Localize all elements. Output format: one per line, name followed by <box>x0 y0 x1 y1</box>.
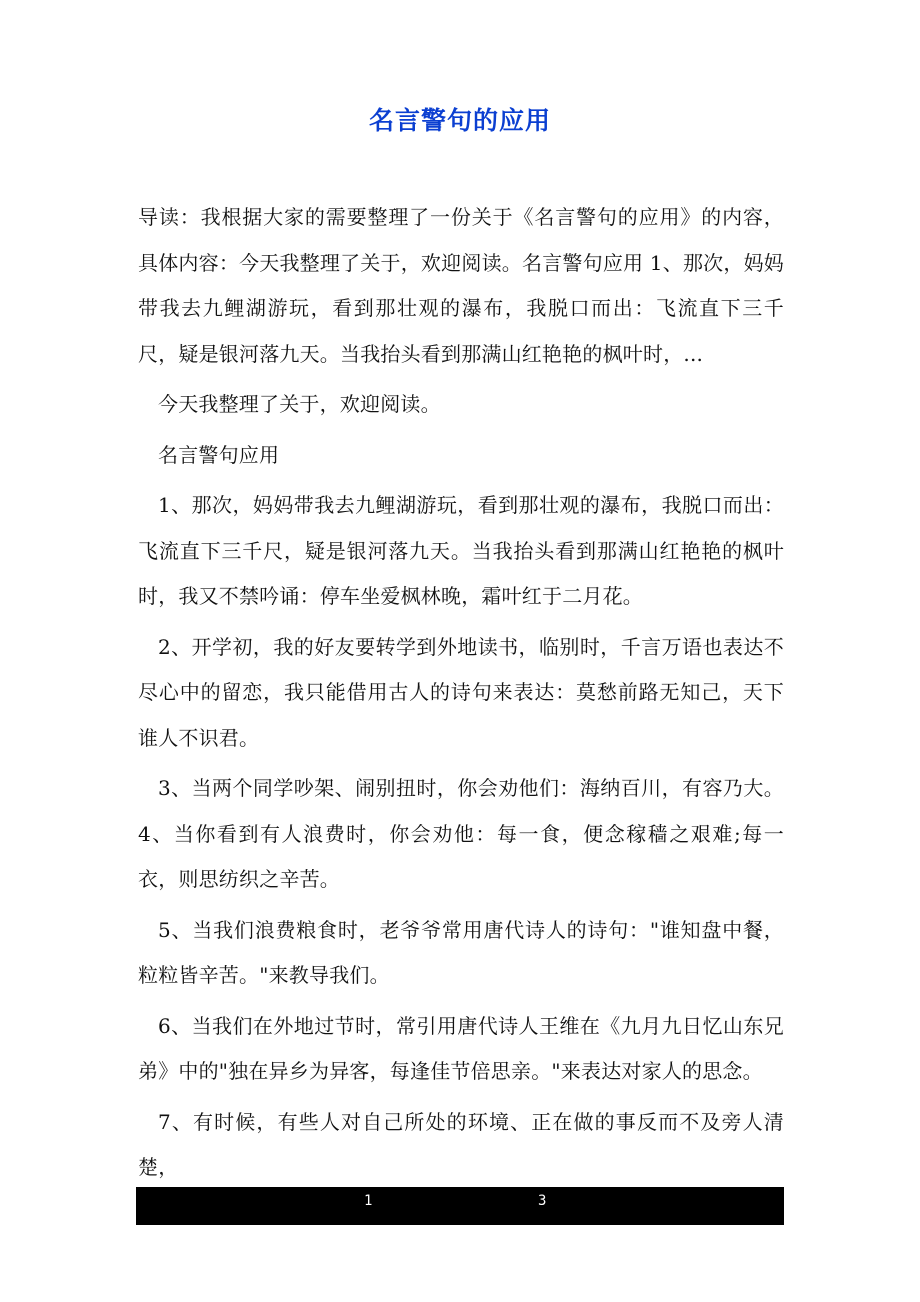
document-body <box>138 195 784 1191</box>
body-paragraph: 7、有时候，有些人对自己所处的环境、正在做的事反而不及旁人清楚， <box>138 1109 784 1179</box>
body-paragraph: 6、当我们在外地过节时，常引用唐代诗人王维在《九月九日忆山东兄弟》中的"独在异乡为异客，每逢佳节倍思亲。"来表达对家人的思念。 <box>138 1013 784 1083</box>
document-title: 名言警句的应用 <box>368 106 551 135</box>
body-paragraph: 5、当我们浪费粮食时，老爷爷常用唐代诗人的诗句："谁知盘中餐，粒粒皆辛苦。"来教导我们。 <box>138 917 784 987</box>
body-paragraph: 1、那次，妈妈带我去九鲤湖游玩，看到那壮观的瀑布，我脱口而出：飞流直下三千尺，疑是银河落九天。当我抬头看到那满山红艳艳的枫叶时，我又不禁吟诵：停车坐爱枫林晚，霜叶红于二月花。 <box>138 493 784 608</box>
intro-paragraph: 导读：我根据大家的需要整理了一份关于《名言警句的应用》的内容，具体内容：今天我整理了关于，欢迎阅读。名言警句应用 1、那次，妈妈带我去九鲤湖游玩，看到那壮观的瀑布，我脱口而出：飞流直下三千尺，疑是银河落九天。当我抬头看到那满山红艳艳的枫叶时，... <box>138 205 784 366</box>
body-paragraph: 3、当两个同学吵架、闹别扭时，你会劝他们：海纳百川，有容乃大。 4、当你看到有人浪费时，你会劝他：每一食，便念稼穑之艰难;每一衣，则思纺织之辛苦。 <box>138 776 784 891</box>
body-paragraph: 2、开学初，我的好友要转学到外地读书，临别时，千言万语也表达不尽心中的留恋，我只能借用古人的诗句来表达：莫愁前路无知己，天下谁人不识君。 <box>138 634 784 750</box>
page-footer-bar <box>136 1187 784 1225</box>
body-paragraph: 今天我整理了关于，欢迎阅读。 <box>158 392 441 416</box>
page-number: 1 <box>364 1193 373 1209</box>
page-total: 3 <box>538 1193 547 1209</box>
section-heading-paragraph: 名言警句应用 <box>158 442 280 467</box>
